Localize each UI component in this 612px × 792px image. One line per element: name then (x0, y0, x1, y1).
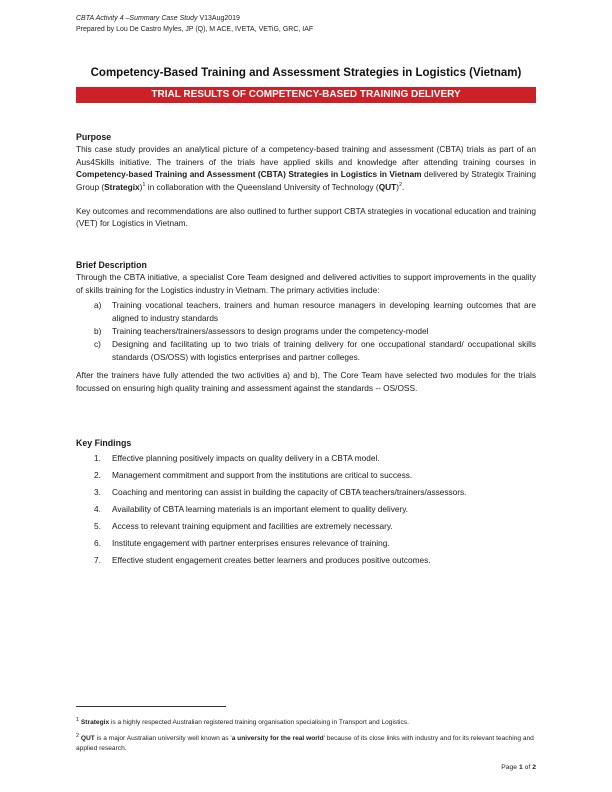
running-header (76, 14, 313, 35)
purpose-section (76, 131, 536, 230)
footnote-ref-2: 2 (398, 181, 403, 188)
footnote-separator (76, 706, 226, 707)
list-item: 2. Management commitment and support from the institutions are critical to success. (94, 470, 413, 481)
list-item: a) Training vocational teachers, trainers and human resource managers in developing learning outcomes that are aligned to industry standards (94, 300, 536, 323)
header-version: V13Aug2019 (197, 15, 240, 22)
findings-heading: Key Findings (76, 438, 132, 448)
list-item: 6. Institute engagement with partner enterprises ensures relevance of training. (94, 538, 390, 549)
section-banner: TRIAL RESULTS OF COMPETENCY-BASED TRAINING DELIVERY (76, 87, 536, 103)
footnote-1: $^1$ Strategix is a highly respected Australian registered training organisation specialising in Transport and Logistics. (76, 716, 409, 726)
list-item: c) Designing and facilitating up to two trials of training delivery for one occupational standard/ occupational skills standards (OS/OSS) with logistics enterprises and partner colleges. (94, 339, 536, 362)
list-item: 3. Coaching and mentoring can assist in building the capacity of CBTA teachers/trainers/assessors. (94, 487, 467, 498)
key-findings-section (76, 437, 536, 571)
purpose-paragraph-2: Key outcomes and recommendations are also outlined to further support CBTA strategies in vocational education and training (VET) for Logistics in Vietnam. (76, 206, 536, 229)
activities-list (76, 299, 536, 363)
list-item: 1. Effective planning positively impacts on quality delivery in a CBTA model. (94, 453, 380, 464)
document-title: Competency-Based Training and Assessment Strategies in Logistics (Vietnam) (90, 67, 522, 79)
list-item: b) Training teachers/trainers/assessors to design programs under the competency-model (94, 326, 429, 337)
findings-list (76, 452, 536, 571)
brief-heading: Brief Description (76, 260, 147, 270)
page-number: Page 1 of 2 (501, 764, 536, 771)
purpose-paragraph-1: This case study provides an analytical picture of a competency-based training and assessment (CBTA) trials as part of an Aus4Skills initiative. The trainers of the trials have applied skills and knowledge after attending training courses in Competency-based Training and Assessment (CBTA) Strategies in Logistics in Vietnam delivered by Strategix Training Group (Strategix)$^1$ in collaboration with the Queensland University of Technology (QUT)$^2$. (76, 144, 536, 192)
header-author: Prepared by Lou De Castro Myles, JP (Q), M ACE, IVETA, VETiG, GRC, IAF (76, 25, 314, 33)
list-item: 5. Access to relevant training equipment and facilities are extremely necessary. (94, 521, 393, 532)
footnote-2: $^2$ QUT is a major Australian university well known as 'a university for the real world' because of its close links with industry and for its relevant teaching and applied research. (76, 732, 534, 752)
list-item: 4. Availability of CBTA learning materials is an important element to quality delivery. (94, 504, 409, 515)
brief-paragraph-2: After the trainers have fully attended the two activities a) and b), The Core Team have selected two modules for the trials focussed on ensuring high quality training and assessment against the standards -- OS/OSS. (76, 370, 536, 393)
purpose-heading: Purpose (76, 132, 112, 142)
brief-paragraph-1: Through the CBTA initiative, a specialist Core Team designed and delivered activities to support improvements in the quality of skills training for the Logistics industry in Vietnam. The primary activities include: (76, 272, 536, 295)
header-doc-name: CBTA Activity 4 –Summary Case Study (76, 15, 198, 22)
list-item: 7. Effective student engagement creates better learners and produces positive outcomes. (94, 555, 431, 566)
footnote-ref-1: 1 (142, 181, 146, 188)
brief-description-section (76, 259, 536, 394)
